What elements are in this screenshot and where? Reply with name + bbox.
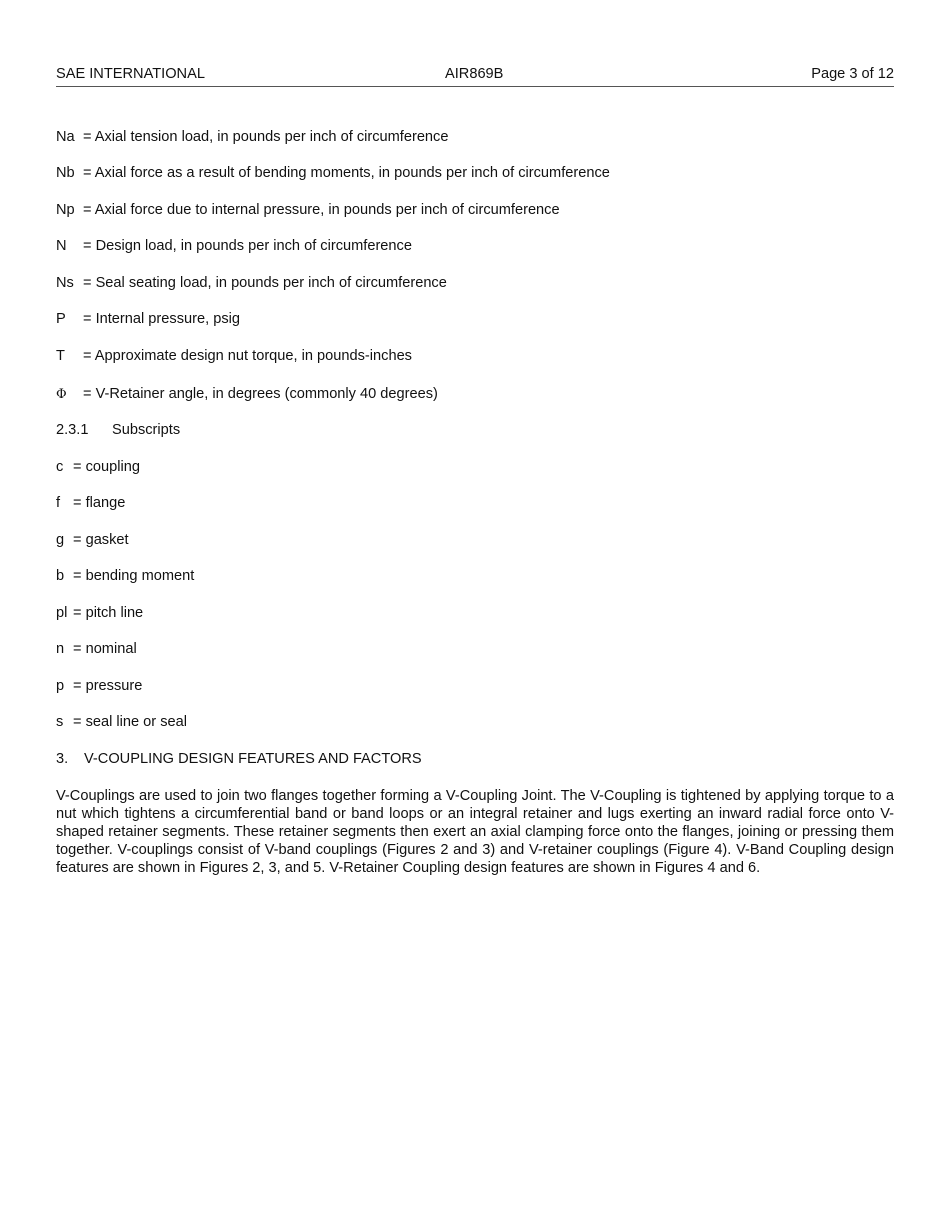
symbol-row xyxy=(56,164,610,182)
subscript-term: s xyxy=(56,714,64,730)
header-organization: SAE INTERNATIONAL xyxy=(56,66,205,82)
subscript-term: f xyxy=(56,495,61,511)
section-title: V-COUPLING DESIGN FEATURES AND FACTORS xyxy=(84,751,422,767)
subscript-row xyxy=(56,713,187,731)
symbol-term: Nb xyxy=(56,165,75,181)
symbol-term: N xyxy=(56,238,67,254)
symbol-definition: = Axial force as a result of bending moments, in pounds per inch of circumference xyxy=(83,165,610,181)
subscript-term: pl xyxy=(56,605,68,621)
subscript-definition: = flange xyxy=(73,495,126,511)
subsection-title: Subscripts xyxy=(112,422,181,438)
subscript-definition: = gasket xyxy=(73,532,129,548)
symbol-definition: = Axial tension load, in pounds per inch of circumference xyxy=(83,129,449,145)
subscript-row xyxy=(56,494,125,512)
symbol-row xyxy=(56,347,412,365)
symbol-row xyxy=(56,385,438,404)
subscript-definition: = pressure xyxy=(73,678,143,694)
header-page-number: Page 3 of 12 xyxy=(811,66,894,82)
subscript-term: c xyxy=(56,459,64,475)
symbol-term: Φ xyxy=(56,387,67,402)
subscript-row xyxy=(56,567,194,585)
subscript-definition: = seal line or seal xyxy=(73,714,187,730)
symbol-definition: = Seal seating load, in pounds per inch of circumference xyxy=(83,275,447,291)
subscript-term: b xyxy=(56,568,65,584)
page-header xyxy=(56,66,894,87)
subscript-term: g xyxy=(56,532,65,548)
subscript-definition: = coupling xyxy=(73,459,140,475)
subscript-term: p xyxy=(56,678,65,694)
symbol-term: Np xyxy=(56,202,75,218)
subscript-definition: = pitch line xyxy=(73,605,144,621)
subscript-row xyxy=(56,640,137,658)
symbol-term: Ns xyxy=(56,275,74,291)
subscript-definition: = bending moment xyxy=(73,568,195,584)
subscript-row xyxy=(56,531,129,549)
symbol-term: T xyxy=(56,348,65,364)
subscript-row xyxy=(56,677,142,695)
subsection-heading xyxy=(56,421,180,439)
symbol-row xyxy=(56,201,560,219)
symbol-term: P xyxy=(56,311,66,327)
header-document-id: AIR869B xyxy=(445,66,504,82)
section-number: 3. xyxy=(56,751,69,767)
subscript-row xyxy=(56,604,143,622)
symbol-definition: = Axial force due to internal pressure, in pounds per inch of circumference xyxy=(83,202,560,218)
symbol-definition: = Design load, in pounds per inch of circumference xyxy=(83,238,412,254)
symbol-row xyxy=(56,128,448,146)
subsection-number: 2.3.1 xyxy=(56,422,89,438)
symbol-row xyxy=(56,310,240,328)
symbol-definition: = Approximate design nut torque, in pounds-inches xyxy=(83,348,412,364)
section-heading xyxy=(56,750,422,768)
subscript-term: n xyxy=(56,641,65,657)
symbol-definition: = V-Retainer angle, in degrees (commonly 40 degrees) xyxy=(83,386,438,402)
section-paragraph: V-Couplings are used to join two flanges together forming a V-Coupling Joint. The V-Coupling is tightened by applying torque to a nut which tightens a circumferential band or band loops or an integral retainer and lugs exerting an inward radial force onto V-shaped retainer segments. These retainer segments then exert an axial clamping force onto the flanges, joining or pressing them together. V-couplings consist of V-band couplings (Figures 2 and 3) and V-retainer couplings (Figure 4). V-Band Coupling design features are shown in Figures 2, 3, and 5. V-Retainer Coupling design features are shown in Figures 4 and 6. xyxy=(56,788,894,876)
symbol-row xyxy=(56,274,447,292)
subscript-row xyxy=(56,458,140,476)
subscript-definition: = nominal xyxy=(73,641,137,657)
symbol-definition: = Internal pressure, psig xyxy=(83,311,240,327)
symbol-term: Na xyxy=(56,129,75,145)
symbol-row xyxy=(56,237,412,255)
